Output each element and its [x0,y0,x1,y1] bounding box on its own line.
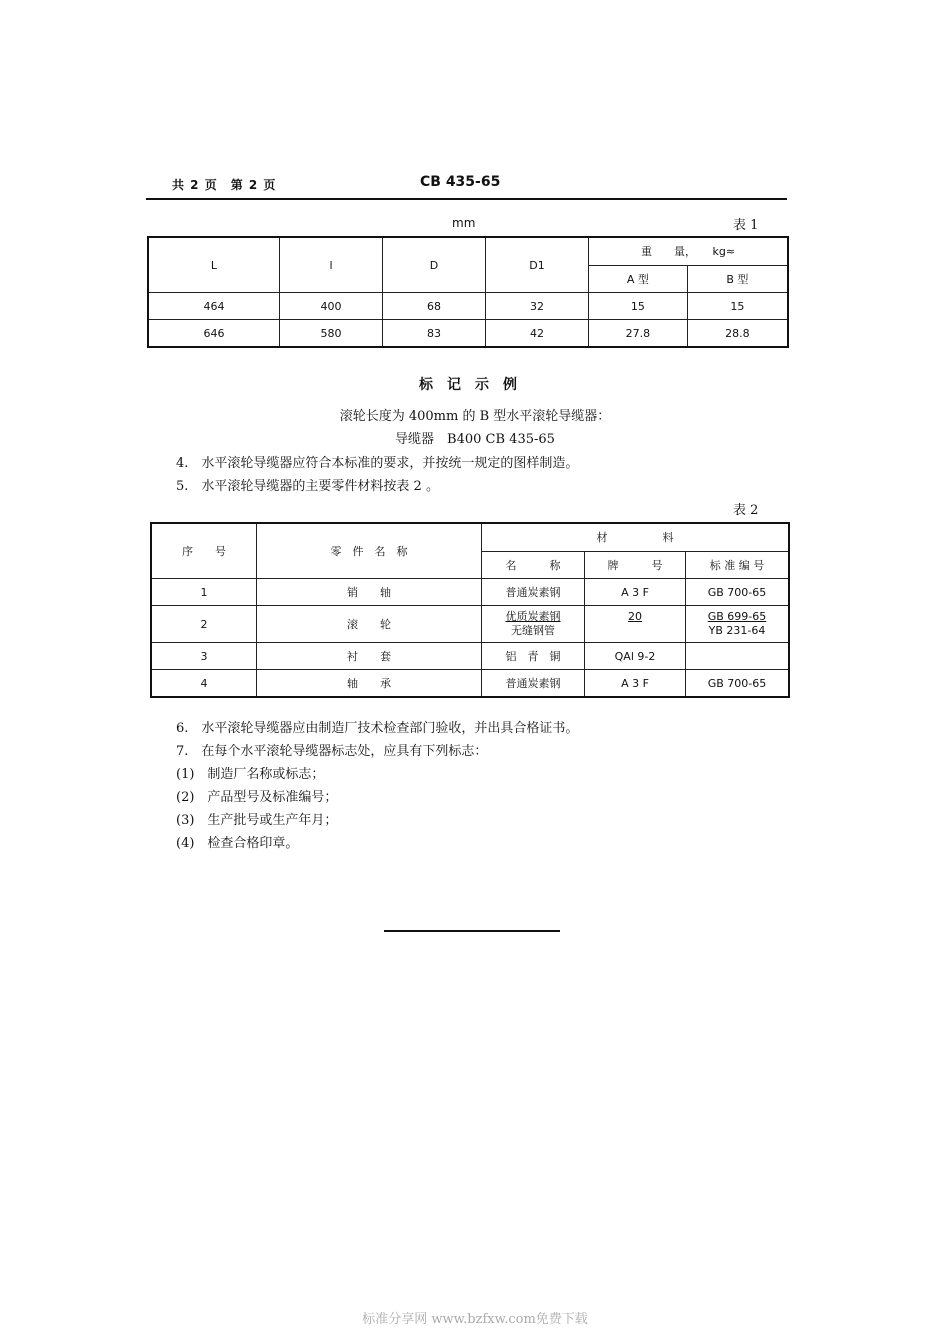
grade-value: 20 [628,610,642,623]
table1-unit: mm [452,216,476,230]
mark-item-3: (3) 生产批号或生产年月； [176,813,338,828]
cell: 2 [151,606,257,643]
header-part: 零 件 名 称 [257,523,482,579]
cell: 4 [151,670,257,698]
cell: GB 700-65 [686,670,790,698]
section-title: 标记示例 [419,377,531,393]
header-rule [146,198,787,200]
table-row [151,579,789,606]
example-line-1: 滚轮长度为 400mm 的 B 型水平滚轮导缆器： [339,409,611,424]
header-grade: 牌 号 [585,551,686,579]
cell: A 3 F [585,579,686,606]
col-D: D [383,237,486,293]
material-name: 优质炭素钢 [505,610,561,623]
mark-item-1: (1) 制造厂名称或标志； [176,767,325,782]
clause-7: 7. 在每个水平滚轮导缆器标志处，应具有下列标志： [176,744,488,759]
std-value: GB 699-65 [707,610,767,623]
cell: 42 [486,320,589,348]
standard-code: CB 435-65 [420,174,501,190]
cell: 普通炭素钢 [482,670,585,698]
material-name-alt: 无缝钢管 [511,624,555,637]
cell: 15 [589,293,688,320]
table2-caption: 表 2 [733,503,759,518]
cell: 68 [383,293,486,320]
cell: 衬 套 [257,643,482,670]
cell: 3 [151,643,257,670]
table1-caption: 表 1 [733,218,759,233]
col-l: l [280,237,383,293]
cell: 32 [486,293,589,320]
footer-watermark: 标准分享网 www.bzfxw.com免费下载 [362,1312,588,1327]
header-material: 材 料 [482,523,790,551]
cell: GB 700-65 [686,579,790,606]
clause-6: 6. 水平滚轮导缆器应由制造厂技术检查部门验收，并出具合格证书。 [176,721,579,736]
weight-header: 重 量， kg≈ [589,237,789,265]
cell: 83 [383,320,486,348]
example-line-2: 导缆器 B400 CB 435-65 [395,432,555,447]
cell [585,606,686,643]
cell: 27.8 [589,320,688,348]
cell: 普通炭素钢 [482,579,585,606]
type-b: B 型 [687,265,788,293]
cell: 28.8 [687,320,788,348]
cell: 轴 承 [257,670,482,698]
dimension-table [147,236,789,348]
mark-item-2: (2) 产品型号及标准编号； [176,790,338,805]
cell: 580 [280,320,383,348]
cell: 15 [687,293,788,320]
cell: 滚 轮 [257,606,482,643]
table-row [148,293,788,320]
col-D1: D1 [486,237,589,293]
clause-4: 4. 水平滚轮导缆器应符合本标准的要求，并按统一规定的图样制造。 [176,456,579,471]
cell: A 3 F [585,670,686,698]
material-table [150,522,790,698]
cell: 464 [148,293,280,320]
type-a: A 型 [589,265,688,293]
cell: QAl 9-2 [585,643,686,670]
table-row [148,320,788,348]
cell: 400 [280,293,383,320]
col-L: L [148,237,280,293]
table-row [151,643,789,670]
header-name: 名 称 [482,551,585,579]
table-row [151,606,789,643]
mark-item-4: (4) 检查合格印章。 [176,836,299,851]
header-seq: 序 号 [151,523,257,579]
cell: 646 [148,320,280,348]
end-rule [384,930,560,932]
header-std: 标 准 编 号 [686,551,790,579]
cell: 铝 青 铜 [482,643,585,670]
cell: 1 [151,579,257,606]
page-count: 共 2 页 第 2 页 [172,178,277,192]
table-row [151,670,789,698]
cell: 销 轴 [257,579,482,606]
cell [686,606,790,643]
std-value-alt: YB 231-64 [708,624,766,637]
clause-5: 5. 水平滚轮导缆器的主要零件材料按表 2 。 [176,479,439,494]
cell [686,643,790,670]
cell [482,606,585,643]
